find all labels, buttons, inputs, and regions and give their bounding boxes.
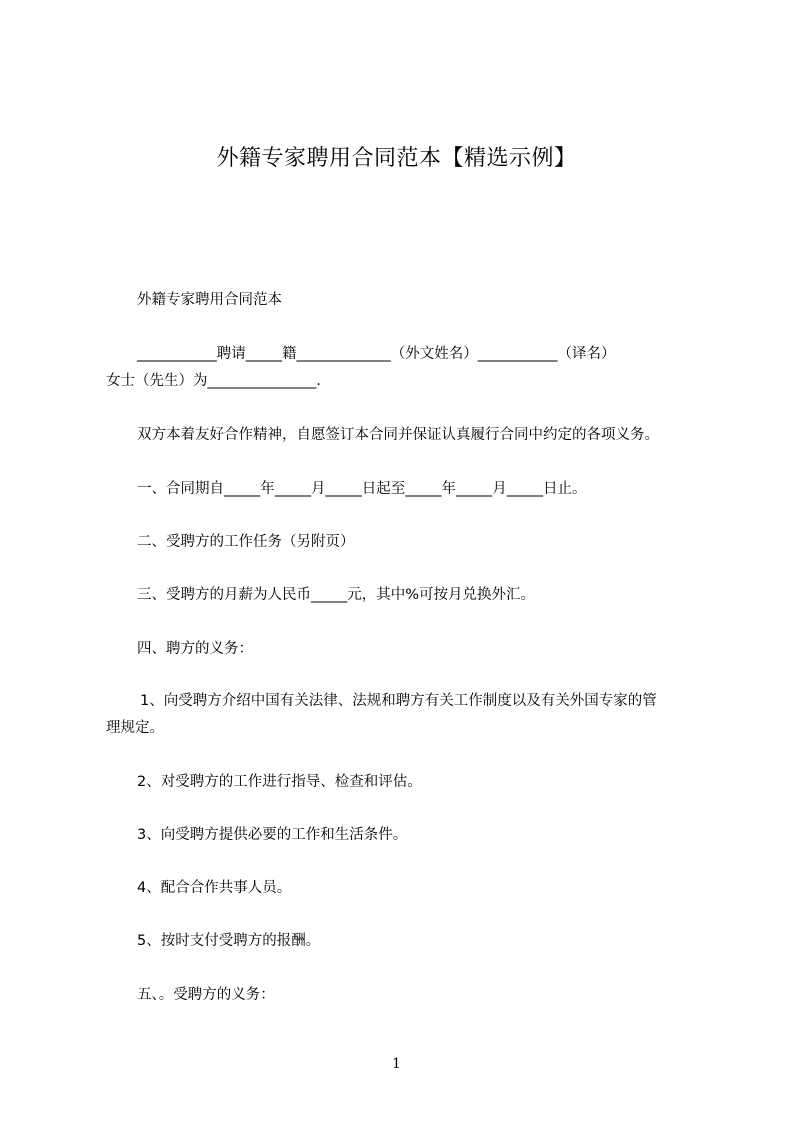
item-4: 4、配合合作共事人员。 — [137, 880, 292, 896]
page-number: 1 — [392, 1056, 401, 1072]
item-3: 3、向受聘方提供必要的工作和生活条件。 — [137, 827, 408, 843]
clause-5: 五、。受聘方的义务： — [137, 987, 275, 1003]
clause-3: 三、受聘方的月薪为人民币_____元，其中%可按月兑换外汇。 — [137, 587, 536, 603]
clause-4: 四、聘方的义务： — [137, 641, 253, 657]
clause-1: 一、合同期自_____年_____月_____日起至_____年_____月_____日止。 — [137, 481, 587, 497]
item-1-line-2: 理规定。 — [106, 720, 164, 736]
clause-2: 二、受聘方的工作任务（另附页） — [137, 534, 355, 550]
intro-paragraph: 双方本着友好合作精神，自愿签订本合同并保证认真履行合同中约定的各项义务。 — [137, 427, 659, 443]
item-5: 5、按时支付受聘方的报酬。 — [137, 933, 321, 949]
contract-heading: 外籍专家聘用合同范本 — [137, 292, 282, 308]
document-title: 外籍专家聘用合同范本【精选示例】 — [216, 146, 577, 171]
party-line-1: ___________聘请_____籍_____________（外文姓名）___________（译名） — [137, 346, 616, 362]
item-2: 2、对受聘方的工作进行指导、检查和评估。 — [137, 774, 422, 790]
party-line-2: 女士（先生）为_______________. — [106, 373, 321, 389]
item-1-line-1: 1、向受聘方介绍中国有关法律、法规和聘方有关工作制度以及有关外国专家的管 — [140, 693, 657, 709]
